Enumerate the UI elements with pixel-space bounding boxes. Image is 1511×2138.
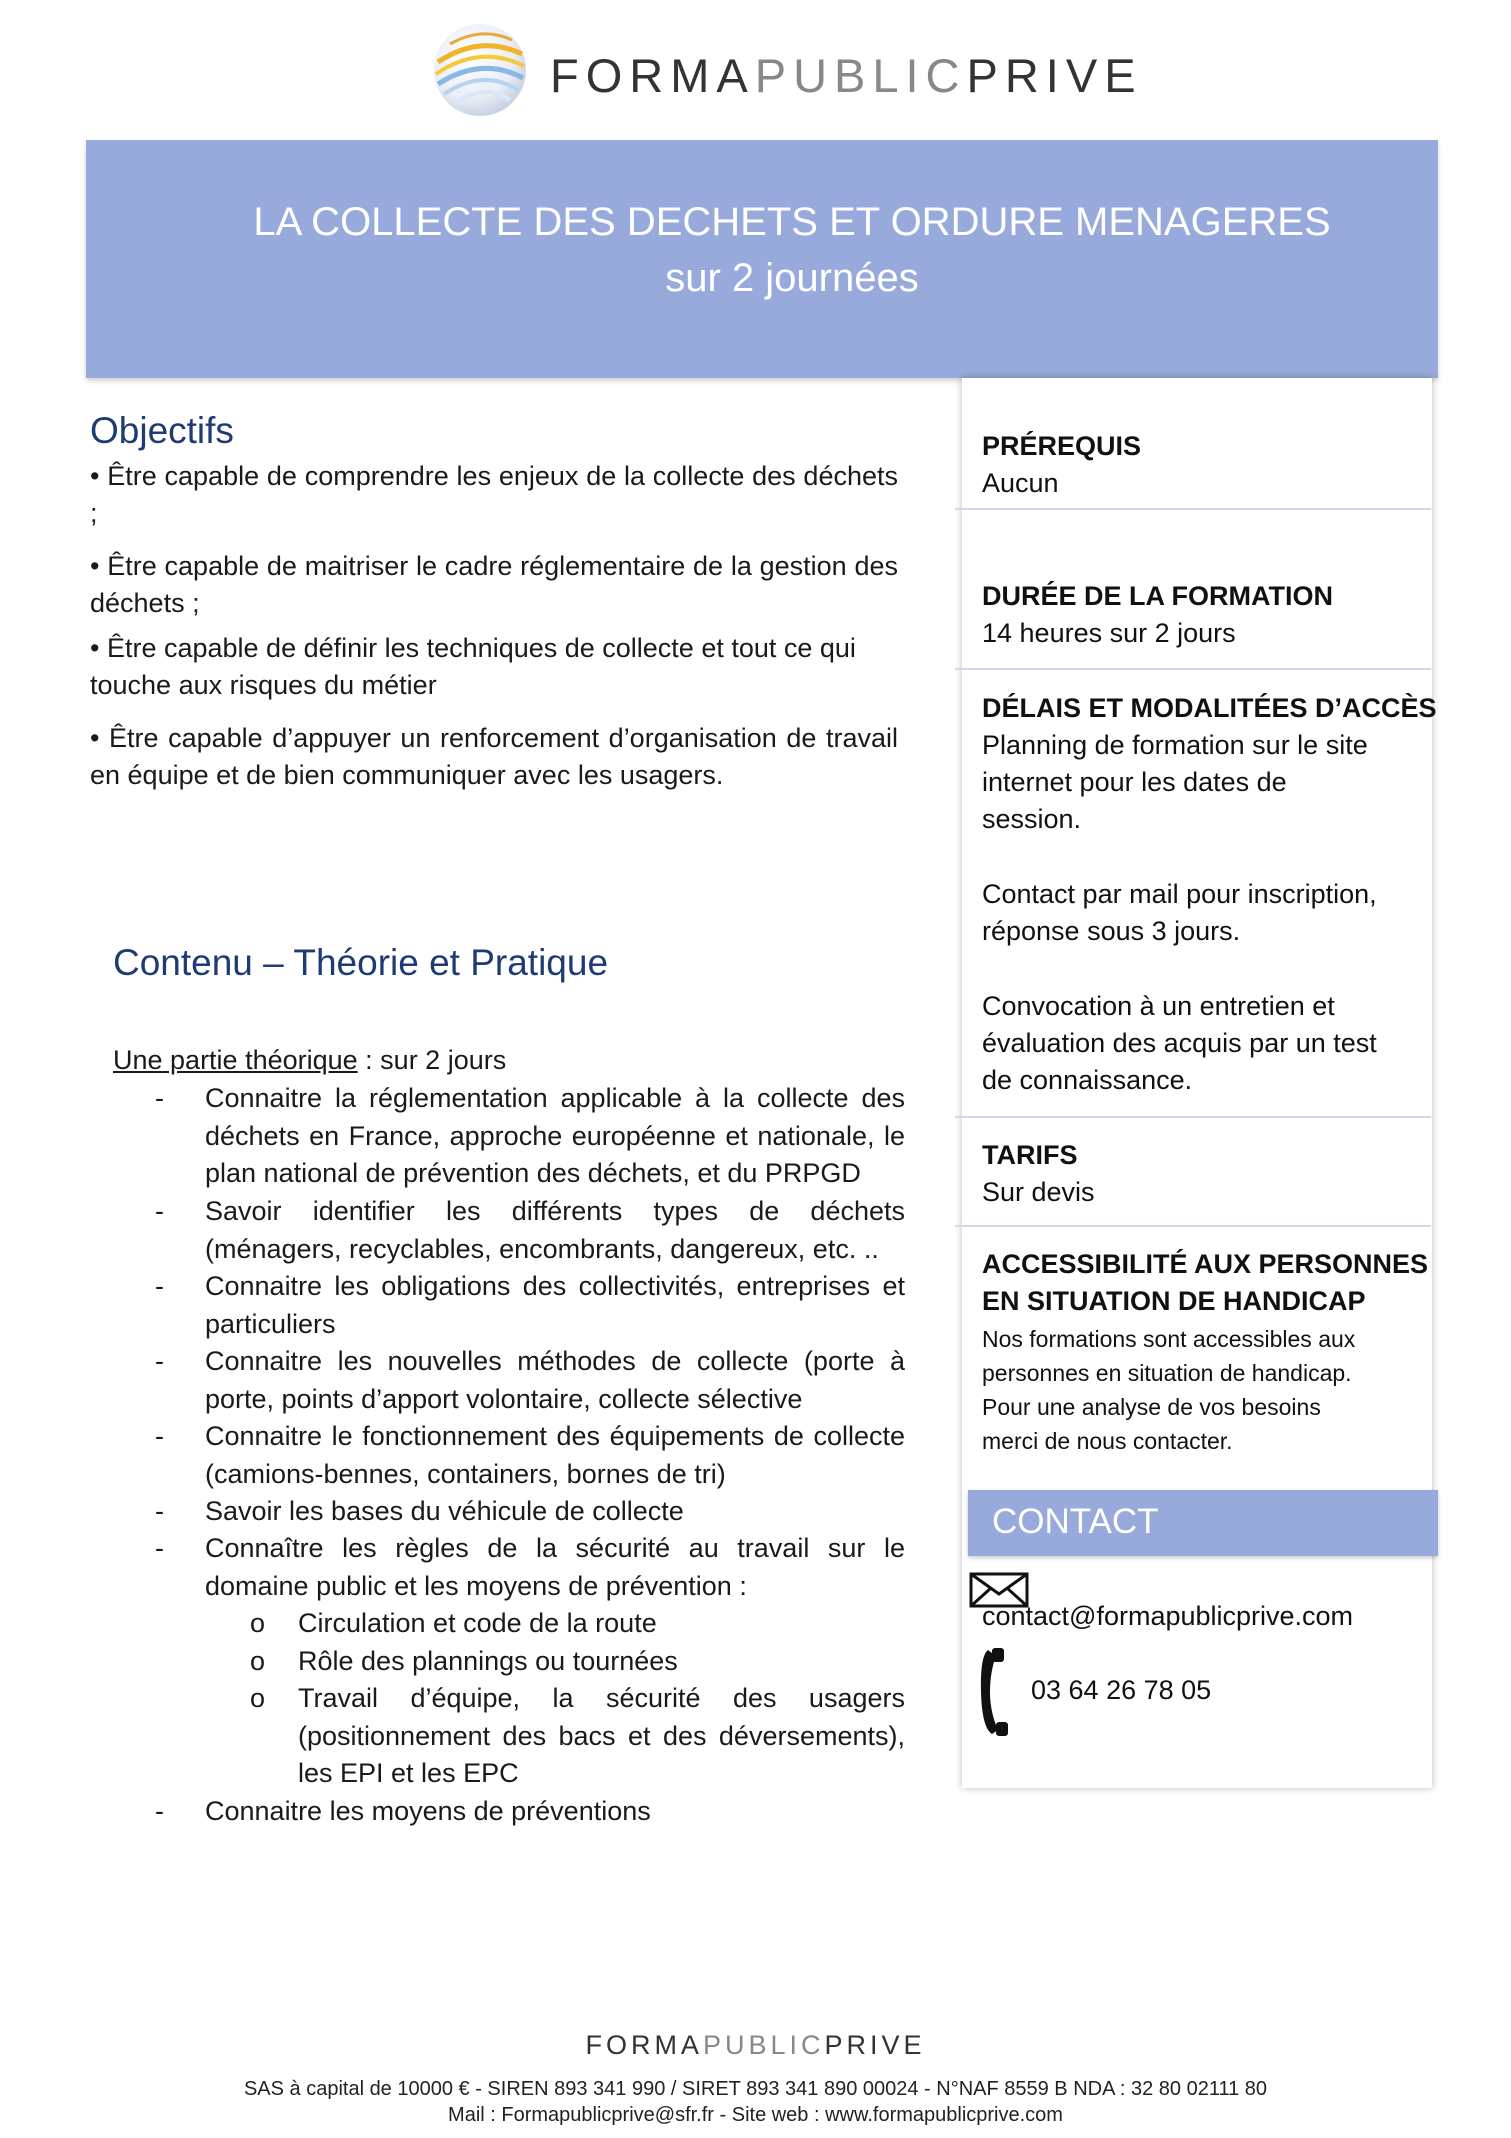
accessibilite-label: EN SITUATION DE HANDICAP xyxy=(982,1286,1366,1316)
delais-line: évaluation des acquis par un test xyxy=(982,1028,1377,1058)
contact-phone[interactable]: 03 64 26 78 05 xyxy=(1031,1675,1212,1705)
delais-line: Convocation à un entretien et xyxy=(982,991,1335,1021)
footer-brand: FORMAPUBLICPRIVE xyxy=(585,2030,926,2060)
delais-line: Planning de formation sur le site xyxy=(982,730,1368,760)
contact-heading: CONTACT xyxy=(992,1502,1159,1541)
duree-value: 14 heures sur 2 jours xyxy=(982,618,1236,648)
footer-legal: SAS à capital de 10000 € - SIREN 893 341 990 / SIRET 893 341 890 00024 - N°NAF 8559 B NDA : 32 80 02111 80 xyxy=(243,2078,1268,2100)
accessibilite-line: Pour une analyse de vos besoins xyxy=(982,1394,1321,1420)
course-subtitle: sur 2 journées xyxy=(665,256,919,300)
contact-email[interactable]: contact@formapublicprive.com xyxy=(982,1601,1354,1631)
divider xyxy=(955,508,1431,510)
accessibilite-label: ACCESSIBILITÉ AUX PERSONNES xyxy=(982,1249,1429,1279)
delais-label: DÉLAIS ET MODALITÉES D’ACCÈS xyxy=(982,693,1437,723)
brand-name: FORMAPUBLICPRIVE xyxy=(550,49,1143,102)
course-title: LA COLLECTE DES DECHETS ET ORDURE MENAGERES xyxy=(253,200,1331,244)
accessibilite-line: personnes en situation de handicap. xyxy=(982,1360,1352,1386)
footer-contact: Mail : Formapublicprive@sfr.fr - Site web : www.formapublicprive.com xyxy=(448,2104,1063,2126)
objectifs-heading: Objectifs xyxy=(90,410,234,451)
delais-line: session. xyxy=(982,804,1082,834)
tarifs-label: TARIFS xyxy=(982,1140,1078,1170)
accessibilite-line: Nos formations sont accessibles aux xyxy=(982,1326,1356,1352)
delais-line: Contact par mail pour inscription, xyxy=(982,879,1377,909)
phone-icon xyxy=(978,1646,1014,1738)
accessibilite-line: merci de nous contacter. xyxy=(982,1428,1233,1454)
divider xyxy=(955,668,1431,670)
divider xyxy=(955,1225,1431,1227)
contact-bar xyxy=(968,1490,1438,1556)
tarifs-value: Sur devis xyxy=(982,1177,1095,1207)
contenu-heading: Contenu – Théorie et Pratique xyxy=(113,942,609,983)
delais-line: réponse sous 3 jours. xyxy=(982,916,1241,946)
objectif-item: • Être capable de comprendre les enjeux de la collecte des déchets ; xyxy=(90,461,898,528)
objectif-item: • Être capable d’appuyer un renforcement d’organisation de travail en équipe et de bien communiquer avec les usagers. xyxy=(90,723,898,790)
prerequis-value: Aucun xyxy=(982,468,1059,498)
duree-label: DURÉE DE LA FORMATION xyxy=(982,581,1333,611)
delais-line: internet pour les dates de xyxy=(982,767,1287,797)
divider xyxy=(955,1116,1431,1118)
title-banner xyxy=(86,140,1438,378)
objectif-item: • Être capable de définir les techniques de collecte et tout ce qui touche aux risques du métier xyxy=(90,633,856,700)
globe-icon xyxy=(430,20,530,120)
part-label: Une partie théorique : sur 2 jours xyxy=(113,1045,507,1075)
objectif-item: • Être capable de maitriser le cadre réglementaire de la gestion des déchets ; xyxy=(90,551,898,618)
delais-line: de connaissance. xyxy=(982,1065,1193,1095)
prerequis-label: PRÉREQUIS xyxy=(982,431,1142,461)
header-logo xyxy=(430,20,1143,120)
